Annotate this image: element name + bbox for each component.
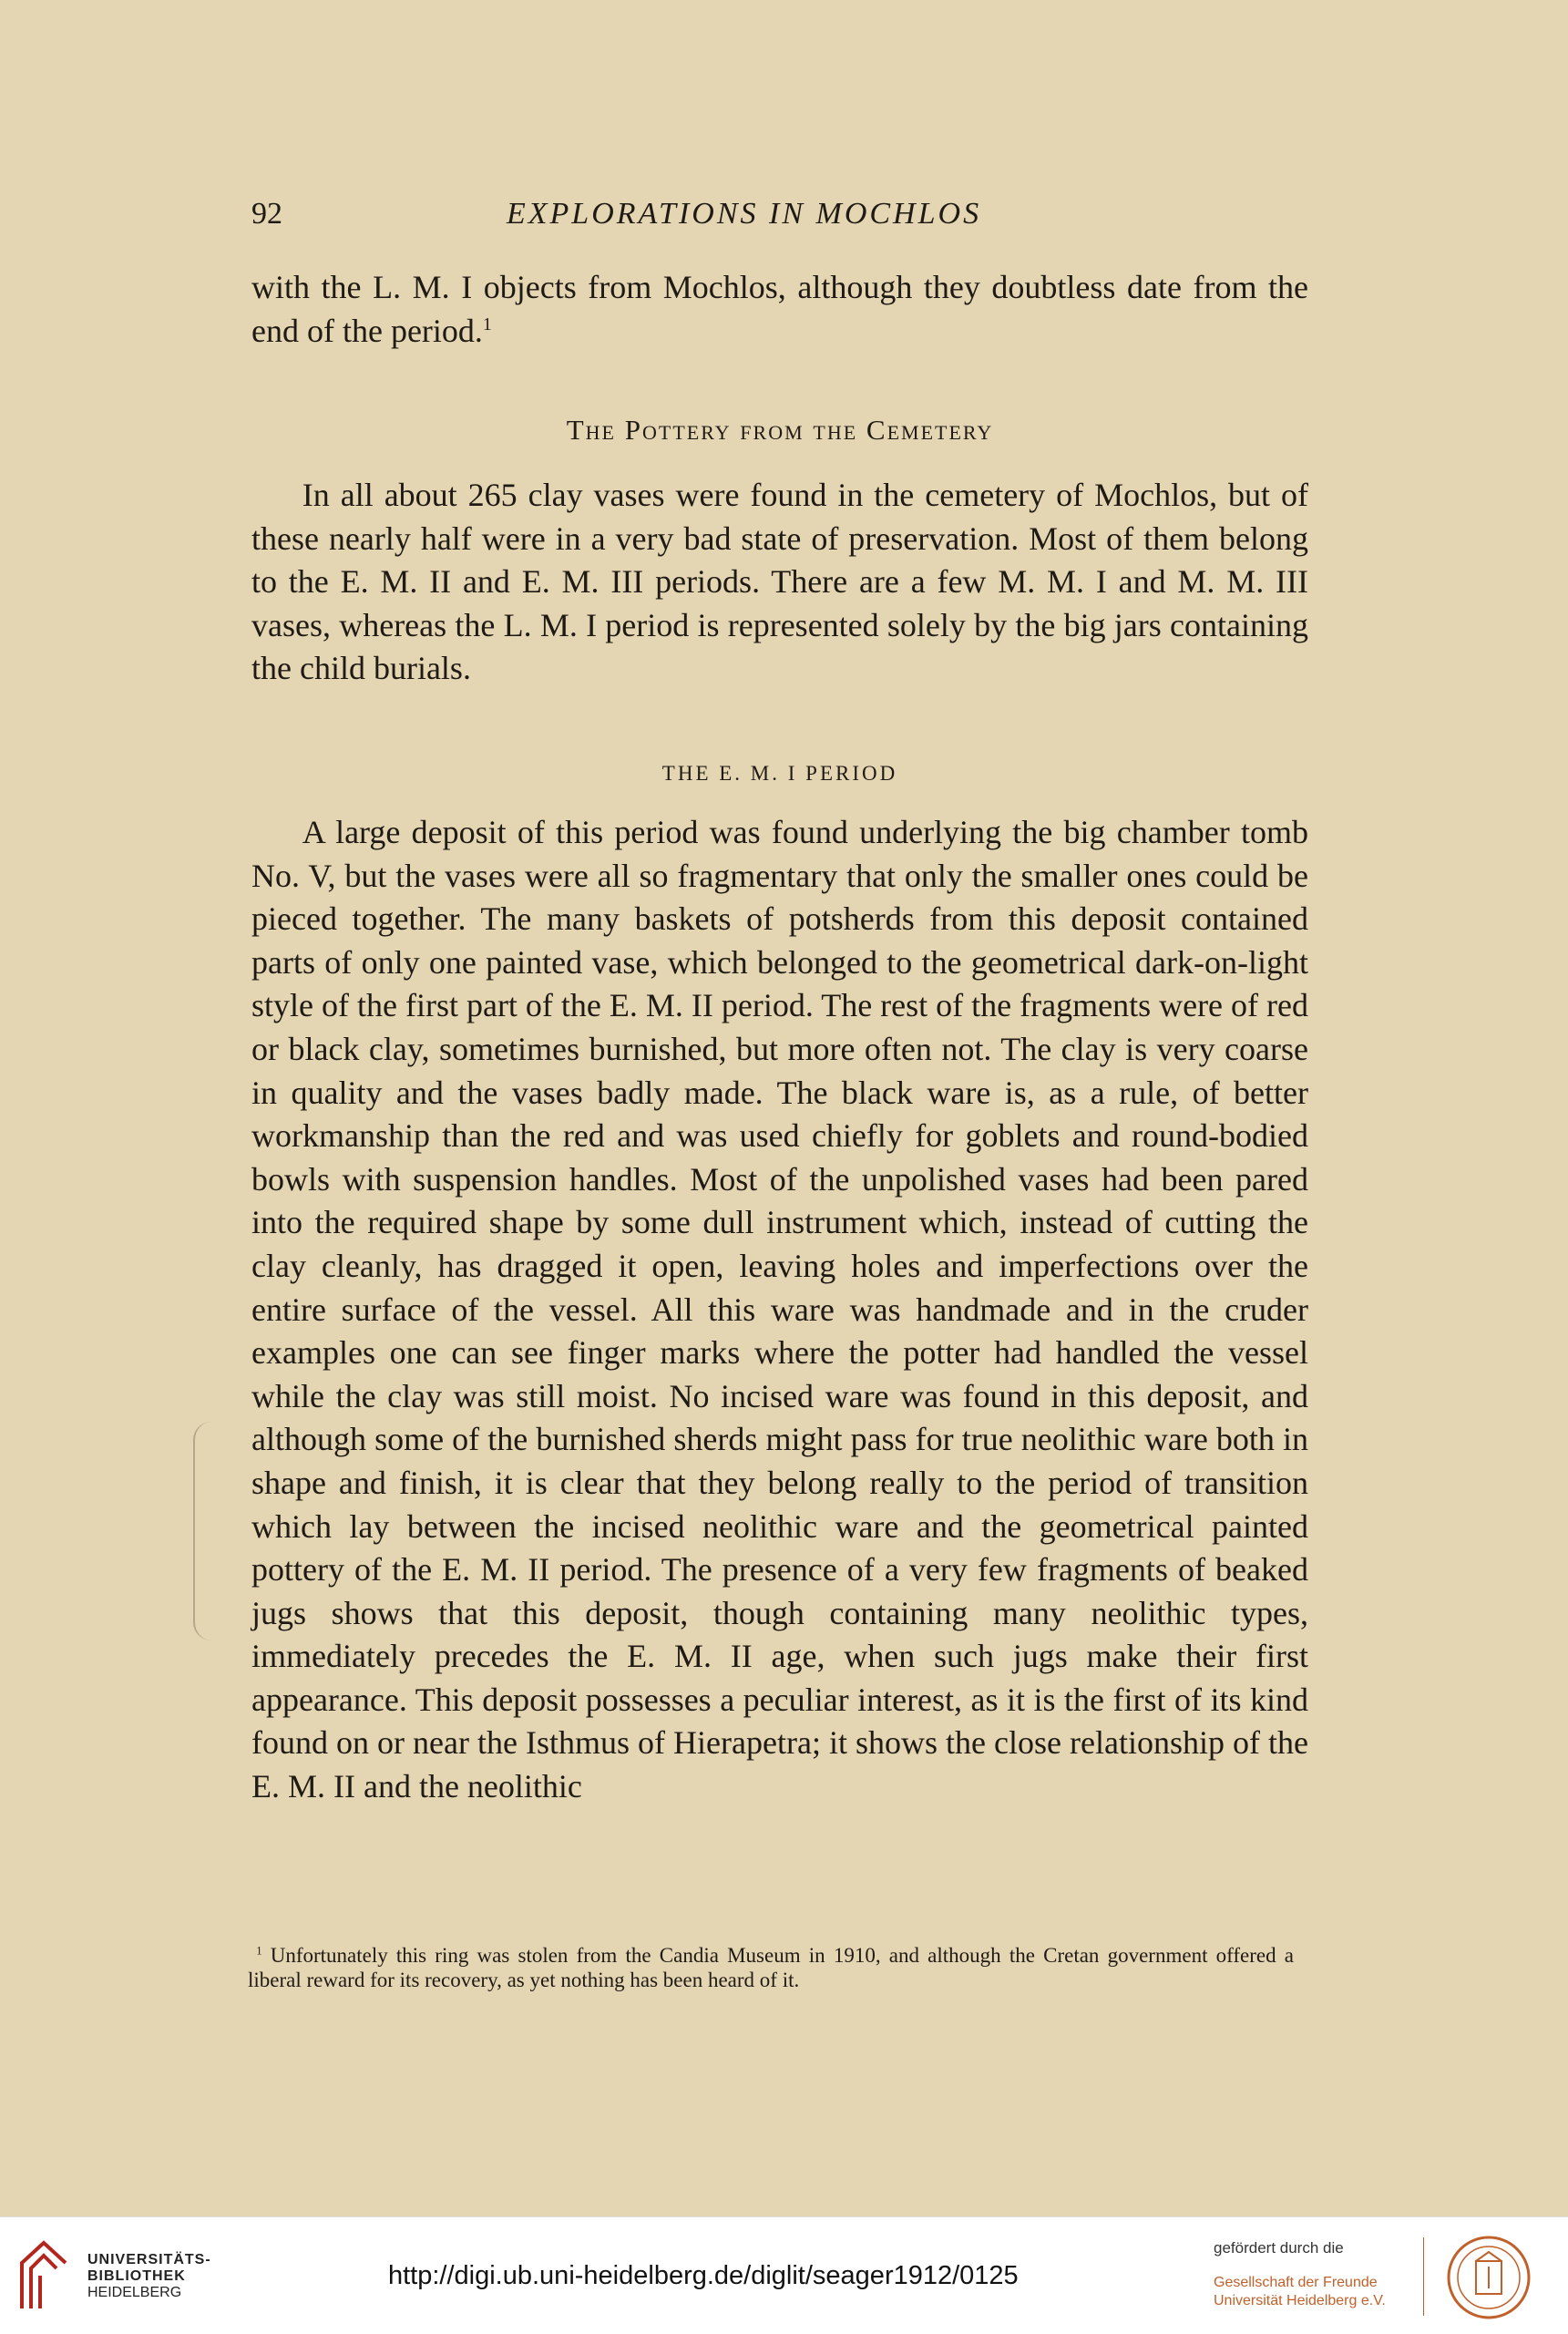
running-header (251, 197, 1308, 242)
library-name: UNIVERSITÄTS- BIBLIOTHEK HEIDELBERG (87, 2252, 211, 2300)
section-paragraph (251, 474, 1308, 691)
footnote-reference: 1 (482, 314, 492, 334)
intro-paragraph (251, 266, 1308, 353)
running-title: EXPLORATIONS IN MOCHLOS (507, 197, 982, 231)
university-seal-icon (1445, 2234, 1532, 2321)
section-paragraph-text: In all about 265 clay vases were found in the cemetery of Mochlos, but of these nearly half were in a very bad state of preservation. Most of them belong to the E. M. II and E. M. III periods. There are a few M. M. I and M. M. III vases, whereas the L. M. I period is represented solely by the big jars containing the child burials. (251, 477, 1308, 687)
subsection-paragraph (251, 811, 1308, 1809)
intro-paragraph-text: with the L. M. I objects from Mochlos, although they doubtless date from the end of the period. (251, 269, 1308, 349)
subsection-paragraph-text: A large deposit of this period was found underlying the big chamber tomb No. V, but the vases were all so fragmentary that only the smaller ones could be pieced together. The many baskets of potsherds from this deposit contained parts of only one painted vase, which belonged to the geometrical dark-on-light style of the first part of the E. M. II period. The rest of the fragments were of red or black clay, sometimes burnished, but more often not. The clay is very coarse in quality and the vases badly made. The black ware is, as a rule, of better workmanship than the red and was used chiefly for goblets and round-bodied bowls with suspension handles. Most of the unpolished vases had been pared into the required shape by some dull instrument which, instead of cutting the clay cleanly, has dragged it open, leaving holes and imperfections over the entire surface of the vessel. All this ware was handmade and in the cruder examples one can see finger marks where the potter had handled the vessel while the clay was still moist. No incised ware was found in this deposit, and although some of the burnished sherds might pass for true neolithic ware both in shape and finish, it is clear that they belong really to the period of transition which lay between the incised neolithic ware and the geometrical painted pottery of the E. M. II period. The presence of a very few fragments of beaked jugs shows that this deposit, though containing many neolithic types, immediately precedes the E. M. II age, when such jugs make their first appearance. This deposit possesses a peculiar interest, as it is the first of its kind found on or near the Isthmus of Hierapetra; it shows the close relationship of the E. M. II and the neolithic (251, 814, 1308, 1805)
footnote (248, 1943, 1294, 1992)
subsection-heading: THE E. M. I PERIOD (661, 762, 898, 785)
digitization-footer (0, 2216, 1568, 2334)
sponsor-name: Gesellschaft der Freunde Universität Heidelberg e.V. (1214, 2275, 1386, 2308)
library-logo-icon (16, 2236, 71, 2316)
page-number: 92 (251, 197, 282, 231)
section-heading: The Pottery from the Cemetery (566, 414, 994, 446)
sponsor-label: gefördert durch die (1214, 2239, 1344, 2257)
margin-pencil-mark (193, 1422, 222, 1640)
footnote-marker: 1 (256, 1944, 262, 1958)
permalink-url[interactable]: http://digi.ub.uni-heidelberg.de/diglit/seager1912/0125 (388, 2261, 1019, 2290)
footer-divider (1423, 2237, 1424, 2316)
footnote-text: Unfortunately this ring was stolen from the Candia Museum in 1910, and although the Cretan government offered a liberal reward for its recovery, as yet nothing has been heard of it. (248, 1944, 1295, 1991)
